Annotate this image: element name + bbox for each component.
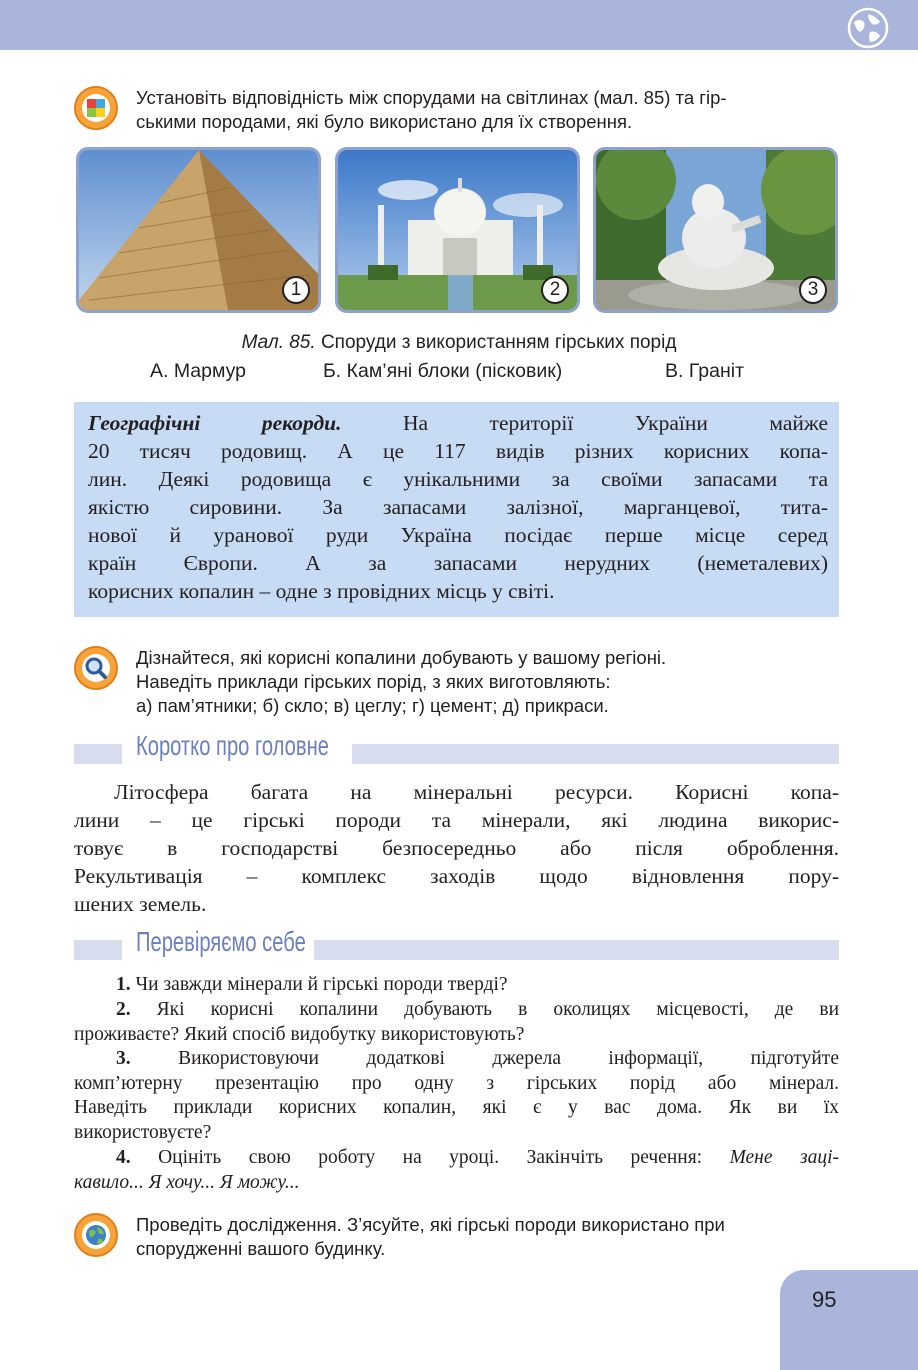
section-heading-summary xyxy=(74,730,839,770)
task-line: Установіть відповідність між спорудами на світлинах (мал. 85) та гір- xyxy=(136,87,727,108)
summary-text xyxy=(74,778,839,918)
photo-number: 1 xyxy=(282,276,310,304)
question-number: 2. xyxy=(116,999,131,1020)
question-line: Використовуючи додаткові джерела інформації, підготуйте xyxy=(130,1048,839,1069)
option-a: А. Мармур xyxy=(150,360,246,382)
record-line: країн Європи. А за запасами нерудних (неметалевих) xyxy=(88,551,828,575)
task-line: спорудженні вашого будинку. xyxy=(136,1238,386,1259)
question-italic: Мене заці- xyxy=(729,1147,839,1168)
question-line: Наведіть приклади корисних копалин, які є у вас дома. Як ви їх xyxy=(74,1097,839,1118)
question-4 xyxy=(74,1146,839,1195)
summary-line: товує в господарстві безпосередньо або після оброблення. xyxy=(74,836,839,860)
summary-line: шених земель. xyxy=(74,892,207,916)
task-line: ськими породами, які було використано для їх створення. xyxy=(136,111,633,132)
photo-number: 2 xyxy=(541,276,569,304)
task-line: Дізнайтеся, які корисні копалини добувають у вашому регіоні. xyxy=(136,647,667,668)
question-number: 4. xyxy=(116,1147,131,1168)
record-line: нової й уранової руди Україна посідає перше місце серед xyxy=(88,523,828,547)
figure-caption xyxy=(0,332,918,354)
photo-taj-mahal xyxy=(335,147,580,313)
task-line: Наведіть приклади гірських порід, з яких виготовляють: xyxy=(136,671,611,692)
figure-caption-text: Споруди з використанням гірських порід xyxy=(315,332,677,353)
summary-line: Літосфера багата на мінеральні ресурси. Корисні копа- xyxy=(114,780,839,804)
record-line: лин. Деякі родовища є унікальними за своїми запасами та xyxy=(88,467,828,491)
task-line: Проведіть дослідження. З’ясуйте, які гірські породи використано при xyxy=(136,1214,725,1235)
record-line: якістю сировини. За запасами залізної, марганцевої, тита- xyxy=(88,495,828,519)
magnifier-icon xyxy=(74,646,118,690)
question-line: проживаєте? Який спосіб видобутку використовують? xyxy=(74,1023,525,1045)
question-line: Оцініть свою роботу на уроці. Закінчіть речення: xyxy=(130,1147,730,1168)
question-line: Чи завжди мінерали й гірські породи тверді? xyxy=(130,974,508,995)
photo-pyramid xyxy=(76,147,321,313)
record-line: 20 тисяч родовищ. А це 117 видів різних корисних копа- xyxy=(88,439,828,463)
record-line: На території України майже xyxy=(341,411,829,435)
summary-line: Рекультивація – комплекс заходів щодо відновлення пору- xyxy=(74,864,839,888)
question-line: Які корисні копалини добувають в околицях місцевості, де ви xyxy=(130,999,839,1020)
figure-label: Мал. 85. xyxy=(241,332,316,353)
question-line: комп’ютерну презентацію про одну з гірських порід або мінерал. xyxy=(74,1072,839,1094)
question-line: використовуєте? xyxy=(74,1121,212,1143)
globe-icon xyxy=(846,6,890,50)
puzzle-icon xyxy=(74,86,118,130)
summary-line: лини – це гірські породи та мінерали, які людина викорис- xyxy=(74,808,839,832)
question-3 xyxy=(74,1047,839,1145)
question-2 xyxy=(74,998,839,1047)
page-number-tab xyxy=(780,1270,918,1370)
question-number: 1. xyxy=(116,974,131,995)
top-bar xyxy=(0,0,918,50)
geography-records-box xyxy=(74,402,839,617)
option-c: В. Граніт xyxy=(665,360,745,382)
record-line: корисних копалин – одне з провідних місць у світі. xyxy=(88,579,555,603)
task-line: а) пам’ятники; б) скло; в) цеглу; г) цемент; д) прикраси. xyxy=(136,695,609,716)
option-b: Б. Кам’яні блоки (пісковик) xyxy=(323,360,563,382)
record-title: Географічні рекорди. xyxy=(88,411,342,435)
question-number: 3. xyxy=(116,1048,131,1069)
question-1 xyxy=(74,973,839,998)
question-italic: кавило... Я хочу... Я можу... xyxy=(74,1171,300,1193)
photo-number: 3 xyxy=(799,276,827,304)
globe-icon xyxy=(74,1213,118,1257)
section-title: Коротко про головне xyxy=(136,730,329,761)
page-number: 95 xyxy=(812,1287,837,1312)
photo-stone-statue xyxy=(593,147,838,313)
section-heading-check xyxy=(74,926,839,966)
section-title: Перевіряємо себе xyxy=(136,926,306,957)
